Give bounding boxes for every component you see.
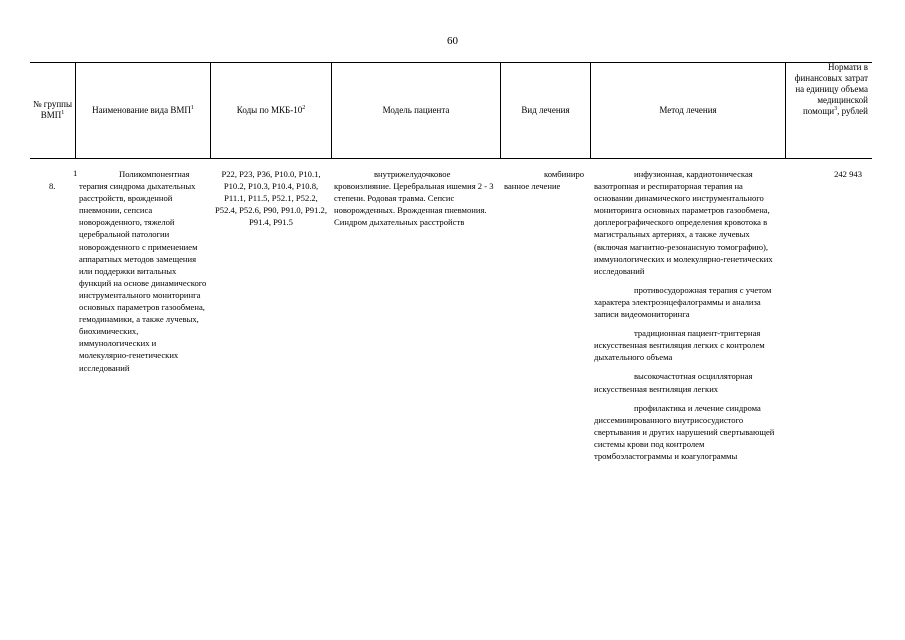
vmp-name-cell: Поликомпонентная терапия синдрома дыхательных расстройств, врожденной пневмонии, сепсиса новорожденного, тяжелой церебральной патологии новорожденного с применением аппаратных методов замещения или поддержки витальных функций на основе динамического инструментального мониторинга основных параметров газообмена, гемодинамики, а также лучевых, биохимических, иммунологических и молекулярно-генетических исследований <box>79 169 207 373</box>
group-number: 8. <box>49 181 56 191</box>
treatment-type-cell: комбинированное лечение <box>504 169 585 192</box>
header-vmp-name: Наименование вида ВМП$^1$ <box>92 104 194 115</box>
icd-codes-cell: P22, P23, P36, P10.0, P10.1, P10.2, P10.3, P10.4, P10.8, P11.1, P11.5, P52.1, P52.2, P52.4, P52.6, P90, P91.0, P91.2, P91.4, P91.5 <box>215 169 327 228</box>
header-patient-model: Модель пациента <box>382 104 450 115</box>
table-header-rule <box>30 158 872 159</box>
norm-value-cell: 242 943 <box>834 169 862 179</box>
treatment-method-item: инфузионная, кардиотоническая вазотропная и респираторная терапия на основании динамического инструментального мониторинга основных параметров газообмена, доплерографического определения кровотока в магистральных артериях, а также лучевых (включая магнитно-резонансную томографию), иммунологических и молекулярно-генетических исследований <box>594 169 773 276</box>
treatment-method-item: высокочастотная осцилляторная искусственная вентиляция легких <box>594 371 753 394</box>
header-icd-codes: Коды по МКБ-$10^2$ <box>236 104 306 115</box>
table-top-rule <box>30 62 872 63</box>
header-treatment-method: Метод лечения <box>659 104 717 115</box>
patient-model-cell: внутрижелудочковое кровоизлияние. Церебральная ишемия 2 - 3 степени. Родовая травма. Сепсис новорожденных. Врожденная пневмония. Синдром дыхательных расстройств <box>334 169 494 228</box>
subgroup-number: 1 <box>73 168 78 178</box>
treatment-method-item: традиционная пациент-триггерная искусственная вентиляция легких с контролем дыхательного объема <box>594 328 765 363</box>
treatment-method-item: противосудорожная терапия с учетом характера электроэнцефалограммы и анализа записи видеомониторинга <box>594 284 772 320</box>
header-group-number: № группы ВМП$^1$ <box>32 99 73 120</box>
treatment-method-item: профилактика и лечение синдрома диссеминированного внутрисосудистого свертывания и других нарушений свертывающей системы крови под контролем тромбоэластограммы и коагулограммы <box>594 402 775 461</box>
treatment-methods-cell <box>594 168 782 469</box>
page-number: 60 <box>447 35 458 47</box>
column-divider <box>785 62 786 158</box>
header-treatment-type: Вид лечения <box>521 104 570 115</box>
header-norm: Нормати в финансовых затрат на единицу объема медицинской помощи$^3$, рублей <box>794 62 868 116</box>
